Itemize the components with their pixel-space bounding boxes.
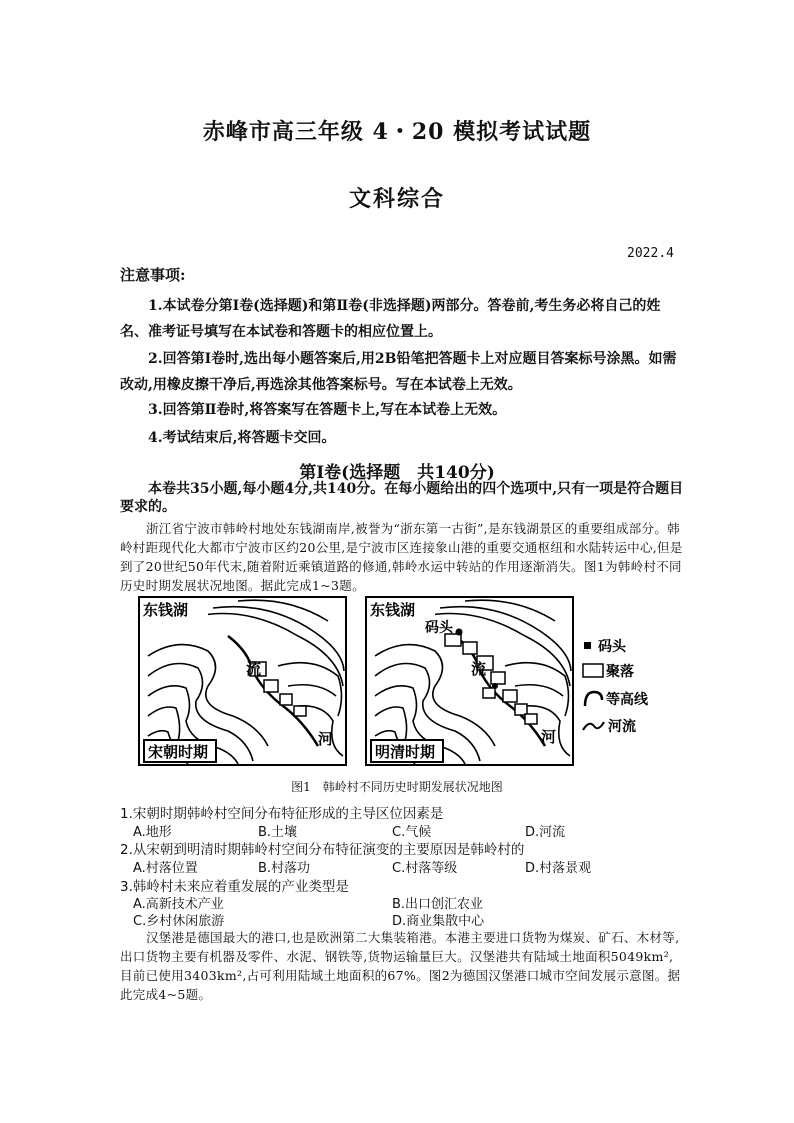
exam-date: 2022.4 — [627, 246, 674, 261]
figure-1-caption: 图1 韩岭村不同历史时期发展状况地图 — [291, 780, 503, 794]
notice-item-3: 3.回答第Ⅱ卷时,将答案写在答题卡上,写在本试卷上无效。 — [148, 402, 507, 418]
question-2-option-b[interactable]: B.村落功 — [258, 861, 311, 876]
river-char-2-left: 河 — [318, 730, 334, 748]
passage-hamburg: 汉堡港是德国最大的港口,也是欧洲第二大集装箱港。本港主要进口货物为煤炭、矿石、木材等,出口货物主要有机器及零件、水泥、钢铁等,货物运输量巨大。汉堡港共有陆域土地面积5049km²,目前已使用3403km²,占可利用陆域土地面积的67%。图2为德国汉堡港口城市空间发展示意图。据此完成4~5题。 — [120, 930, 681, 1002]
question-2-stem: 2.从宋朝到明清时期韩岭村空间分布特征演变的主要原因是韩岭村的 — [120, 842, 525, 858]
lake-label-right: 东钱湖 — [370, 601, 416, 619]
question-3-stem: 3.韩岭村未来应着重发展的产业类型是 — [120, 879, 349, 895]
exam-subject: 文科综合 — [348, 186, 445, 212]
question-2-option-c[interactable]: C.村落等级 — [392, 861, 458, 876]
period-label-right: 明清时期 — [375, 743, 436, 761]
river-char-1-right: 流 — [471, 660, 487, 678]
map-ming-qing — [366, 597, 573, 765]
lake-label-left: 东钱湖 — [143, 601, 189, 619]
notice-item-4: 4.考试结束后,将答题卡交回。 — [148, 430, 336, 446]
passage-hanling: 浙江省宁波市韩岭村地处东钱湖南岸,被誉为“浙东第一古街”,是东钱湖景区的重要组成部分。韩岭村距现代化大都市宁波市区约20公里,是宁波市区连接象山港的重要交通枢纽和水陆转运中心,但是到了20世纪50年代末,随着附近乘镇道路的修通,韩岭水运中转站的作用逐渐消失。图1为韩岭村不同历史时期发展状况地图。据此完成1~3题。 — [120, 521, 683, 593]
settlement-legend-icon — [583, 664, 603, 677]
question-1-stem: 1.宋朝时期韩岭村空间分布特征形成的主导区位因素是 — [120, 806, 444, 822]
legend-contour: 等高线 — [606, 692, 648, 708]
wharf-label-right: 码头 — [425, 620, 453, 636]
exam-title: 赤峰市高三年级 4・20 模拟考试试题 — [202, 119, 592, 145]
question-3-option-d[interactable]: D.商业集散中心 — [392, 914, 485, 929]
river-legend-icon — [583, 722, 604, 730]
notice-heading: 注意事项: — [120, 266, 186, 284]
period-label-left: 宋朝时期 — [148, 743, 209, 761]
section-description: 本卷共35小题,每小题4分,共140分。在每小题给出的四个选项中,只有一项是符合题目要求的。 — [120, 481, 684, 515]
figure-1-maps — [138, 596, 663, 771]
question-3-option-a[interactable]: A.高新技术产业 — [133, 897, 224, 912]
wharf-legend-icon — [584, 642, 591, 649]
map-song-dynasty — [139, 597, 346, 765]
map-legend — [583, 638, 649, 735]
legend-river: 河流 — [608, 719, 636, 735]
question-1-option-a[interactable]: A.地形 — [133, 825, 172, 840]
question-3-option-c[interactable]: C.乡村休闲旅游 — [133, 914, 225, 929]
section-title: 第Ⅰ卷(选择题 共140分) — [299, 463, 495, 483]
question-1-option-c[interactable]: C.气候 — [392, 825, 432, 840]
river-char-1-left: 流 — [246, 660, 262, 678]
contour-legend-icon — [585, 692, 602, 706]
question-2-option-d[interactable]: D.村落景观 — [525, 861, 592, 876]
question-1-option-b[interactable]: B.土壤 — [258, 825, 298, 840]
question-1-option-d[interactable]: D.河流 — [525, 825, 566, 840]
notice-item-2: 2.回答第Ⅰ卷时,选出每小题答案后,用2B铅笔把答题卡上对应题目答案标号涂黑。如需改动,用橡皮擦干净后,再选涂其他答案标号。写在本试卷上无效。 — [120, 351, 677, 393]
notice-item-1: 1.本试卷分第Ⅰ卷(选择题)和第Ⅱ卷(非选择题)两部分。答卷前,考生务必将自己的姓名、准考证号填写在本试卷和答题卡的相应位置上。 — [120, 298, 661, 340]
river-char-2-right: 河 — [541, 728, 557, 746]
legend-settlement: 聚落 — [606, 664, 634, 680]
question-3-option-b[interactable]: B.出口创汇农业 — [392, 897, 484, 912]
legend-wharf: 码头 — [598, 639, 626, 655]
question-2-option-a[interactable]: A.村落位置 — [133, 861, 198, 876]
